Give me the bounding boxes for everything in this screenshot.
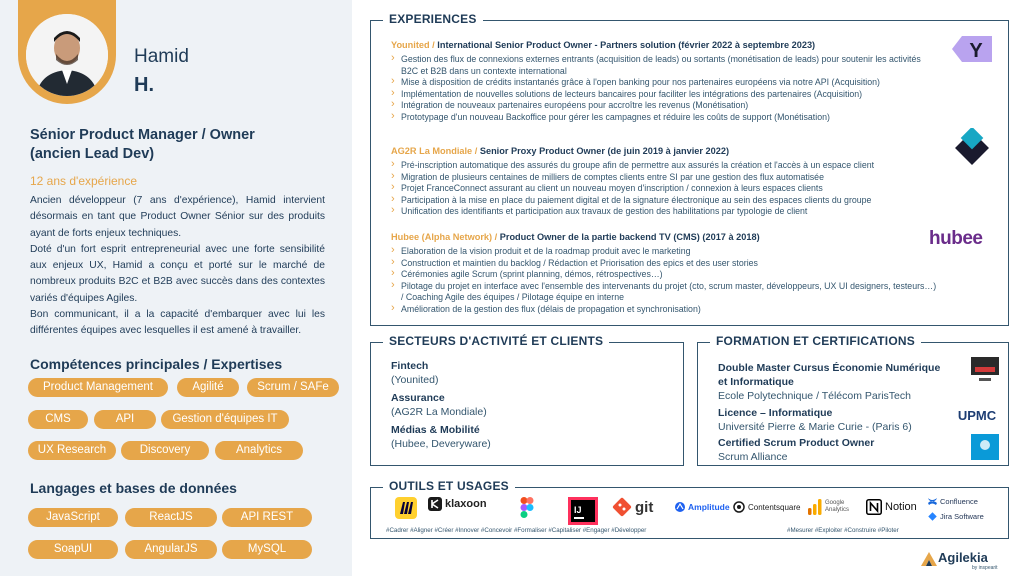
sector-clients: (AG2R La Mondiale) (391, 406, 487, 418)
contentsquare-icon (733, 501, 745, 513)
job-company: AG2R La Mondiale / (391, 146, 478, 156)
job-bullets (391, 54, 939, 124)
intellij-icon (568, 497, 598, 525)
languages-title: Langages et bases de données (30, 480, 237, 496)
list-item: › Amélioration de la gestion des flux (délais de propagation et synchronisation) (391, 304, 939, 316)
formation-title: FORMATION ET CERTIFICATIONS (710, 334, 921, 348)
tool-amplitude (675, 502, 730, 512)
formation-name-2: et Informatique (718, 376, 794, 388)
formation-school: Université Pierre & Marie Curie - (Paris 6) (718, 421, 912, 433)
job-company: Younited / (391, 40, 435, 50)
tool-name: Google Analytics (825, 500, 850, 513)
skill-pill: Discovery (121, 441, 209, 460)
sector-item (391, 391, 487, 419)
formation-name: Licence – Informatique (718, 407, 833, 419)
list-item: › Prototypage d'un nouveau Backoffice pour gérer les campagnes et réduire les coûts de support (Monétisation) (391, 112, 939, 124)
list-item: › Gestion des flux de connexions externes entrants (acquisition de leads) ou sortants (monétisation de leads) pour soutenir les activités B2C et B2B dans un contexte international (391, 54, 939, 77)
tags-left: #Cadrer #Aligner #Créer #Innover #Concevoir #Formaliser #Capitaliser #Engager #Développer (386, 527, 647, 534)
svg-text:IJ: IJ (574, 505, 582, 515)
list-item: › Unification des identifiants et participation aux travaux de gestion des habilitations par typologie de client (391, 206, 939, 218)
years-experience: 12 ans d'expérience (30, 174, 138, 188)
skill-pill: Analytics (215, 441, 303, 460)
sector-item (391, 423, 491, 451)
list-item: › Migration de plusieurs centaines de milliers de comptes clients entre SI par une gestion des flux automatisée (391, 172, 939, 184)
profile-panel (0, 0, 352, 576)
job-title: Product Owner de la partie backend TV (CMS) (2017 à 2018) (497, 232, 760, 242)
formation-item (718, 406, 968, 434)
klaxoon-icon (428, 497, 442, 511)
language-pill: JavaScript (28, 508, 118, 527)
tool-notion (866, 499, 917, 515)
list-item: › Projet FranceConnect assurant au client un nouveau moyen d'inscription / connexion à leurs espaces clients (391, 183, 939, 195)
skill-pill: API (94, 410, 156, 429)
job-younited (391, 39, 939, 124)
tool-contentsquare (733, 501, 800, 513)
skill-pill: Agilité (177, 378, 239, 397)
job-header (391, 39, 939, 51)
list-item: › Intégration de nouveaux partenaires européens pour accroître les revenus (Monétisation) (391, 100, 939, 112)
scrum-alliance-logo-icon (971, 434, 999, 460)
last-name: H. (134, 74, 154, 96)
list-item: › Construction et maintien du backlog / Rédaction et Priorisation des epics et des user stories (391, 258, 939, 270)
tool-git (612, 497, 653, 517)
tool-name: Contentsquare (748, 502, 801, 512)
miro-icon (395, 497, 417, 519)
telecom-polytechnique-logo-icon (971, 357, 999, 383)
tool-google-analytics (808, 499, 861, 515)
skill-pill: UX Research (28, 441, 116, 460)
tool-name: Confluence (940, 497, 978, 506)
sector-name: Médias & Mobilité (391, 424, 480, 436)
job-title: International Senior Product Owner - Partners solution (février 2022 à septembre 2023) (434, 40, 816, 50)
sector-item (391, 359, 438, 387)
tool-name: klaxoon (445, 498, 487, 510)
tool-name: Jira Software (940, 512, 984, 521)
experiences-section (370, 12, 1009, 326)
tool-confluence (928, 497, 978, 506)
job-bullets (391, 160, 939, 218)
tool-jira (928, 512, 984, 521)
bio-paragraph: Ancien développeur (7 ans d'expérience), Hamid intervient désormais en tant que Product Owner Sénior sur des produits ayant de forts enjeux techniques. (30, 195, 325, 239)
list-item: › Pilotage du projet en interface avec l'ensemble des intervenants du projet (cto, scrum master, développeurs, UX UI designers, testeurs…) / Coaching Agile des équipes / Pilotage équipe en interne (391, 281, 939, 304)
job-title: Senior Proxy Product Owner (de juin 2019 à janvier 2022) (477, 146, 730, 156)
job-hubee (391, 231, 939, 316)
agilekia-logo-icon (921, 552, 937, 566)
list-item: › Elaboration de la vision produit et de la roadmap produit avec le marketing (391, 246, 939, 258)
formation-section (697, 334, 1009, 466)
tools-title: OUTILS ET USAGES (383, 479, 515, 493)
list-item: › Implémentation de nouvelles solutions de lecteurs bancaires pour faciliter les intégrations des partenaires (Acquisition) (391, 89, 939, 101)
bio (30, 193, 325, 340)
sector-name: Fintech (391, 360, 429, 372)
job-header (391, 145, 939, 157)
google-analytics-icon (808, 499, 822, 515)
role-line-2: (ancien Lead Dev) (30, 146, 155, 162)
figma-icon (520, 497, 534, 518)
tool-name: Amplitude (688, 502, 730, 512)
list-item: › Mise à disposition de crédits instantanés grâce à l'open banking pour nos partenaires européens via notre API (Acquisition) (391, 77, 939, 89)
tags-right: #Mesurer #Exploiter #Construire #Piloter (787, 527, 899, 534)
tool-name: git (635, 498, 654, 516)
job-ag2r (391, 145, 939, 218)
list-item: › Cérémonies agile Scrum (sprint planning, démos, rétrospectives…) (391, 269, 939, 281)
hubee-logo-icon: hubee (929, 228, 983, 249)
photo-frame (18, 0, 116, 104)
formation-school: Ecole Polytechnique / Télécom ParisTech (718, 390, 911, 402)
git-icon (612, 497, 632, 517)
job-header (391, 231, 939, 243)
younited-logo-icon (948, 34, 996, 64)
skill-pill: Gestion d'équipes IT (161, 410, 289, 429)
sectors-title: SECTEURS D'ACTIVITÉ ET CLIENTS (383, 334, 609, 348)
sector-clients: (Younited) (391, 374, 439, 386)
language-pill: SoapUI (28, 540, 118, 559)
sector-name: Assurance (391, 392, 445, 404)
language-pill: MySQL (222, 540, 312, 559)
experiences-title: EXPERIENCES (383, 12, 483, 26)
tool-name: Notion (885, 501, 917, 513)
skill-pill: Scrum / SAFe (247, 378, 339, 397)
job-bullets (391, 246, 939, 316)
notion-icon (866, 499, 882, 515)
confluence-icon (928, 497, 937, 506)
skills-title: Compétences principales / Expertises (30, 356, 283, 372)
brand-sub: by inspearit (972, 565, 998, 571)
formation-item (718, 361, 968, 403)
formation-school: Scrum Alliance (718, 451, 788, 463)
skill-pill: CMS (28, 410, 88, 429)
jira-icon (928, 512, 937, 521)
upmc-logo-text: UPMC (957, 408, 997, 423)
language-pill: ReactJS (125, 508, 217, 527)
person-photo-icon (26, 14, 108, 96)
tool-miro (395, 497, 417, 519)
formation-name: Certified Scrum Product Owner (718, 437, 875, 449)
younited-letter: Y (969, 40, 983, 62)
brand-name: Agilekia (938, 550, 988, 565)
formation-name: Double Master Cursus Économie Numérique (718, 362, 941, 374)
list-item: › Pré-inscription automatique des assurés du groupe afin de permettre aux assurés la création et l'accès à un espace client (391, 160, 939, 172)
bio-paragraph: Doté d'un fort esprit entrepreneurial avec une forte sensibilité aux enjeux UX, Hamid a conçu et porté sur le marché de nombreux produits B2C et B2B avec succès dans des contextes variés d'équipes Agiles. (30, 243, 325, 304)
role-title (30, 126, 330, 164)
list-item: › Participation à la mise en place du paiement digital et de la signature électronique au sein des espaces clients du groupe (391, 195, 939, 207)
amplitude-icon (675, 502, 685, 512)
sectors-section (370, 334, 684, 466)
avatar (26, 14, 108, 96)
role-line-1: Sénior Product Manager / Owner (30, 127, 255, 143)
bio-paragraph: Bon communicant, il a la capacité d'embarquer avec lui les différentes équipes avec lesquelles il est amené à travailler. (30, 309, 325, 337)
tool-intellij (568, 497, 598, 525)
first-name: Hamid (134, 46, 189, 67)
sector-clients: (Hubee, Deveryware) (391, 438, 491, 450)
language-pill: API REST (222, 508, 312, 527)
upmc-logo-icon (955, 407, 999, 423)
tool-figma (520, 497, 534, 518)
skill-pill: Product Management (28, 378, 168, 397)
formation-item (718, 436, 968, 464)
language-pill: AngularJS (125, 540, 217, 559)
ag2r-logo-icon (952, 128, 992, 168)
job-company: Hubee (Alpha Network) / (391, 232, 498, 242)
tool-klaxoon (428, 497, 487, 511)
